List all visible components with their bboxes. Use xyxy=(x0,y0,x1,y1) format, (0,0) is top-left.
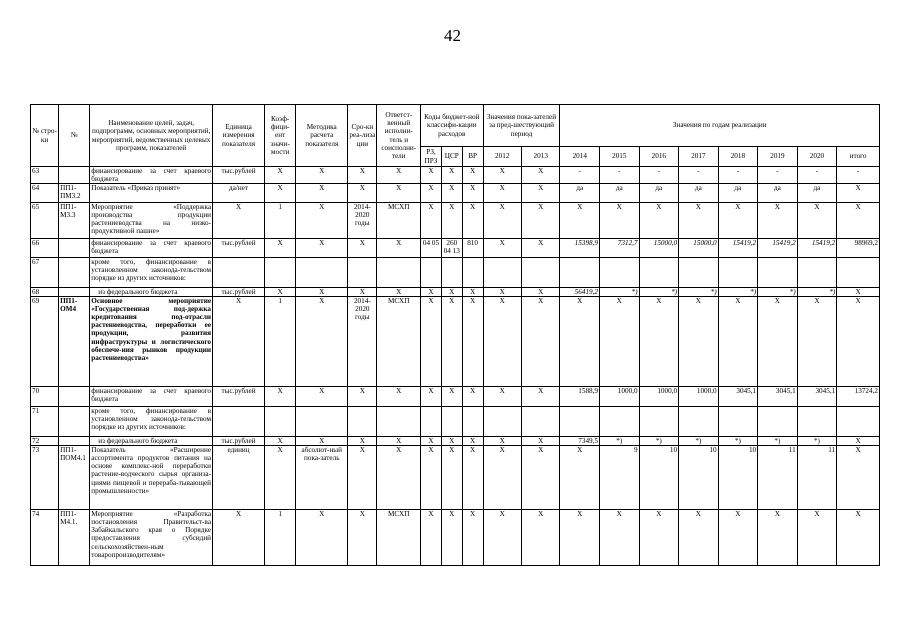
row-value-2019: *) xyxy=(758,437,798,446)
row-unit: тыс.рублей xyxy=(213,167,265,184)
row-value-2012: X xyxy=(483,297,521,387)
page-number: 42 xyxy=(444,26,461,45)
row-rz: X xyxy=(421,167,442,184)
row-value-2019 xyxy=(758,407,798,437)
row-value-2013: X xyxy=(521,510,560,566)
row-value-2018: - xyxy=(718,167,758,184)
table-row xyxy=(31,288,880,297)
header-csr: ЦСР xyxy=(441,147,462,167)
row-responsible: X xyxy=(377,167,421,184)
row-number: 68 xyxy=(31,288,59,297)
row-value-2018: X xyxy=(718,203,758,239)
row-value-2017 xyxy=(679,258,719,288)
header-year-2018: 2018 xyxy=(718,147,758,167)
row-method: X xyxy=(296,288,348,297)
row-responsible: X xyxy=(377,184,421,203)
row-value-2017: да xyxy=(679,184,719,203)
row-total: 98969,2 xyxy=(837,239,880,258)
row-value-2015: *) xyxy=(600,288,640,297)
row-value-2016: да xyxy=(639,184,679,203)
header-unit: Единица измерения показателя xyxy=(213,105,265,167)
row-value-2015 xyxy=(600,258,640,288)
row-value-2014: 1588,9 xyxy=(560,387,600,407)
row-coef: X xyxy=(265,288,296,297)
row-value-2016: *) xyxy=(639,288,679,297)
row-total: X xyxy=(837,297,880,387)
row-vr: X xyxy=(462,297,483,387)
row-value-2018: 10 xyxy=(718,446,758,510)
row-value-2014: X xyxy=(560,510,600,566)
row-term: 2014-2020 годы xyxy=(348,297,377,387)
row-csr: 260 04 13 xyxy=(441,239,462,258)
row-value-2020: X xyxy=(797,203,837,239)
header-method: Методика расчета показателя xyxy=(296,105,348,167)
row-csr: X xyxy=(441,203,462,239)
row-value-2020: 3045,1 xyxy=(797,387,837,407)
row-term: X xyxy=(348,387,377,407)
row-term: X xyxy=(348,288,377,297)
row-value-2016: - xyxy=(639,167,679,184)
row-method: X xyxy=(296,167,348,184)
row-value-2012: X xyxy=(483,184,521,203)
row-value-2019: - xyxy=(758,167,798,184)
row-value-2020 xyxy=(797,407,837,437)
indicators-table xyxy=(30,104,880,566)
row-value-2019: X xyxy=(758,203,798,239)
table-body xyxy=(31,167,880,566)
row-value-2019: X xyxy=(758,510,798,566)
row-value-2019: 11 xyxy=(758,446,798,510)
row-value-2020: 11 xyxy=(797,446,837,510)
row-value-2013: X xyxy=(521,167,560,184)
row-value-2012: X xyxy=(483,510,521,566)
row-responsible: МСХП xyxy=(377,297,421,387)
row-term xyxy=(348,407,377,437)
row-value-2015: X xyxy=(600,203,640,239)
row-responsible: МСХП xyxy=(377,203,421,239)
row-value-2017 xyxy=(679,407,719,437)
row-name: Мероприятие «Поддержка производства продукции растениеводства на низко-продуктивной пашне» xyxy=(90,203,213,239)
header-coef: Коэф-фици-ент значи-мости xyxy=(265,105,296,167)
row-number: 63 xyxy=(31,167,59,184)
row-csr xyxy=(441,407,462,437)
row-responsible: X xyxy=(377,288,421,297)
row-term: X xyxy=(348,184,377,203)
row-csr: X xyxy=(441,510,462,566)
row-value-2012: X xyxy=(483,203,521,239)
row-code xyxy=(59,288,90,297)
row-value-2012: X xyxy=(483,288,521,297)
row-name: Основное мероприятие «Государственная под-держка кредитования под-отрасли растениеводства, переработки ее продукции, развития инфраструктуры и логистического обеспече-ния рынков продукции растениеводства» xyxy=(90,297,213,387)
row-value-2019: X xyxy=(758,297,798,387)
row-value-2012: X xyxy=(483,167,521,184)
row-value-2020: да xyxy=(797,184,837,203)
row-name: Показатель «Приказ принят» xyxy=(90,184,213,203)
row-number: 70 xyxy=(31,387,59,407)
row-value-2015: - xyxy=(600,167,640,184)
row-value-2012: X xyxy=(483,437,521,446)
row-csr: X xyxy=(441,446,462,510)
row-vr xyxy=(462,407,483,437)
table-row xyxy=(31,167,880,184)
row-value-2019: да xyxy=(758,184,798,203)
row-vr: X xyxy=(462,510,483,566)
row-code: ПП1-ПМ3.2 xyxy=(59,184,90,203)
row-value-2014: 56419,2 xyxy=(560,288,600,297)
row-value-2019: *) xyxy=(758,288,798,297)
header-year-2013: 2013 xyxy=(521,147,560,167)
row-unit: единиц xyxy=(213,446,265,510)
row-value-2017: 10 xyxy=(679,446,719,510)
row-term: X xyxy=(348,446,377,510)
row-value-2019: 3045,1 xyxy=(758,387,798,407)
table-row xyxy=(31,510,880,566)
table-row xyxy=(31,203,880,239)
row-value-2015: 9 xyxy=(600,446,640,510)
row-vr: X xyxy=(462,288,483,297)
row-value-2017: - xyxy=(679,167,719,184)
row-value-2014: 7349,5 xyxy=(560,437,600,446)
row-method: X xyxy=(296,297,348,387)
row-value-2013 xyxy=(521,258,560,288)
row-method xyxy=(296,407,348,437)
row-responsible: X xyxy=(377,387,421,407)
table-row xyxy=(31,437,880,446)
header-code: № xyxy=(59,105,90,167)
row-coef: X xyxy=(265,239,296,258)
table-row xyxy=(31,387,880,407)
row-method: X xyxy=(296,387,348,407)
row-coef: 1 xyxy=(265,297,296,387)
row-number: 66 xyxy=(31,239,59,258)
row-name: Мероприятие «Разработка постановления Правительст-ва Забайкальского края о Порядке предоставления субсидий сельскохозяйствен-ным товаропроизводителям» xyxy=(90,510,213,566)
row-value-2018: да xyxy=(718,184,758,203)
row-coef: X xyxy=(265,446,296,510)
table-row xyxy=(31,258,880,288)
row-term: 2014-2020 годы xyxy=(348,203,377,239)
row-value-2016: 1000,0 xyxy=(639,387,679,407)
row-coef: X xyxy=(265,387,296,407)
table-row xyxy=(31,446,880,510)
row-csr: X xyxy=(441,288,462,297)
row-value-2020: *) xyxy=(797,288,837,297)
row-rz: X xyxy=(421,387,442,407)
row-coef xyxy=(265,258,296,288)
table-row xyxy=(31,297,880,387)
row-value-2013: X xyxy=(521,288,560,297)
row-value-2016: X xyxy=(639,510,679,566)
row-csr xyxy=(441,258,462,288)
row-number: 65 xyxy=(31,203,59,239)
row-total: X xyxy=(837,184,880,203)
header-year-2014: 2014 xyxy=(560,147,600,167)
row-value-2015: X xyxy=(600,510,640,566)
row-total: 13724,2 xyxy=(837,387,880,407)
row-csr: X xyxy=(441,167,462,184)
row-value-2016: *) xyxy=(639,437,679,446)
row-vr xyxy=(462,258,483,288)
row-value-2020: *) xyxy=(797,437,837,446)
row-value-2012: X xyxy=(483,387,521,407)
row-method: абсолют-ный пока-затель xyxy=(296,446,348,510)
row-name: из федерального бюджета xyxy=(90,288,213,297)
row-coef: X xyxy=(265,437,296,446)
row-value-2017: *) xyxy=(679,288,719,297)
row-value-2016: 15000,0 xyxy=(639,239,679,258)
header-year-2015: 2015 xyxy=(600,147,640,167)
table-row xyxy=(31,184,880,203)
row-value-2014: X xyxy=(560,203,600,239)
row-value-2014: 15398,9 xyxy=(560,239,600,258)
row-value-2017: *) xyxy=(679,437,719,446)
row-name: кроме того, финансирование в установленном законода-тельством порядке из других источников: xyxy=(90,258,213,288)
row-value-2018: 3045,1 xyxy=(718,387,758,407)
row-code xyxy=(59,167,90,184)
row-number: 74 xyxy=(31,510,59,566)
row-total: X xyxy=(837,510,880,566)
table-row xyxy=(31,239,880,258)
row-name: из федерального бюджета xyxy=(90,437,213,446)
row-value-2018: *) xyxy=(718,288,758,297)
row-rz: X xyxy=(421,184,442,203)
header-name: Наименование целей, задач, подпрограмм, основных мероприятий, мероприятий, ведомственных целевых программ, показателей xyxy=(90,105,213,167)
row-code: ПП1-ОМ4 xyxy=(59,297,90,387)
row-method: X xyxy=(296,239,348,258)
row-value-2013: X xyxy=(521,437,560,446)
row-code xyxy=(59,437,90,446)
row-value-2014: да xyxy=(560,184,600,203)
row-rz: X xyxy=(421,288,442,297)
row-coef: X xyxy=(265,167,296,184)
header-prior-period: Значения пока-зателей за пред-шествующий период xyxy=(483,105,560,147)
row-value-2018 xyxy=(718,258,758,288)
row-code xyxy=(59,407,90,437)
row-coef: 1 xyxy=(265,510,296,566)
table-row xyxy=(31,407,880,437)
row-value-2017: 1000,0 xyxy=(679,387,719,407)
row-unit: тыс.рублей xyxy=(213,437,265,446)
row-term xyxy=(348,258,377,288)
row-term: X xyxy=(348,167,377,184)
header-vr: ВР xyxy=(462,147,483,167)
row-value-2015: *) xyxy=(600,437,640,446)
header-rz: РЗ, ПРЗ xyxy=(421,147,442,167)
row-name: Показатель «Расширение ассортимента продуктов питания на основе комплекс-ной переработки растение-водческого сырья организа-циями пищевой и перераба-тывающей промышленности» xyxy=(90,446,213,510)
row-unit: тыс.рублей xyxy=(213,239,265,258)
row-value-2017: X xyxy=(679,203,719,239)
row-code xyxy=(59,239,90,258)
row-name: финансирование за счет краевого бюджета xyxy=(90,387,213,407)
row-number: 69 xyxy=(31,297,59,387)
row-value-2019: 15419,2 xyxy=(758,239,798,258)
row-code xyxy=(59,387,90,407)
row-coef: X xyxy=(265,184,296,203)
row-value-2012: X xyxy=(483,446,521,510)
row-responsible: X xyxy=(377,239,421,258)
row-responsible xyxy=(377,407,421,437)
row-value-2013: X xyxy=(521,446,560,510)
row-code xyxy=(59,258,90,288)
row-value-2013: X xyxy=(521,239,560,258)
row-value-2013: X xyxy=(521,203,560,239)
row-value-2013: X xyxy=(521,184,560,203)
row-vr: X xyxy=(462,387,483,407)
header-terms: Сро-ки реа-лиза ции xyxy=(348,105,377,167)
row-term: X xyxy=(348,239,377,258)
row-total: - xyxy=(837,167,880,184)
row-unit xyxy=(213,258,265,288)
row-value-2019 xyxy=(758,258,798,288)
row-rz: X xyxy=(421,297,442,387)
header-year-2016: 2016 xyxy=(639,147,679,167)
row-value-2020: 15419,2 xyxy=(797,239,837,258)
row-name: финансирование за счет краевого бюджета xyxy=(91,167,212,184)
row-total: X xyxy=(837,446,880,510)
row-value-2018: 15419,2 xyxy=(718,239,758,258)
row-csr: X xyxy=(441,387,462,407)
row-value-2015: да xyxy=(600,184,640,203)
row-unit: X xyxy=(213,203,265,239)
row-code: ПП1-М3.3 xyxy=(59,203,90,239)
row-rz: X xyxy=(421,510,442,566)
row-vr: 810 xyxy=(462,239,483,258)
row-method: X xyxy=(296,437,348,446)
header-row-no: № стро-ки xyxy=(31,105,59,167)
row-unit: X xyxy=(213,510,265,566)
row-total xyxy=(837,258,880,288)
header-years-group: Значения по годам реализации xyxy=(560,105,880,147)
row-name: финансирование за счет краевого бюджета xyxy=(90,239,213,258)
row-value-2017: X xyxy=(679,297,719,387)
row-responsible: X xyxy=(377,437,421,446)
row-value-2013: X xyxy=(521,297,560,387)
row-value-2014: X xyxy=(560,297,600,387)
row-unit: тыс.рублей xyxy=(213,387,265,407)
row-value-2016: 10 xyxy=(639,446,679,510)
row-vr: X xyxy=(462,446,483,510)
row-number: 64 xyxy=(31,184,59,203)
header-budget-codes: Коды бюджет-ной классифи-кации расходов xyxy=(421,105,483,147)
row-code: ПП1-ПОМ4.1 xyxy=(59,446,90,510)
row-unit xyxy=(213,407,265,437)
row-rz xyxy=(421,407,442,437)
row-total xyxy=(837,407,880,437)
row-rz: X xyxy=(421,437,442,446)
row-value-2012 xyxy=(483,407,521,437)
row-value-2016: X xyxy=(639,297,679,387)
row-method xyxy=(296,258,348,288)
row-total: X xyxy=(837,437,880,446)
row-value-2012 xyxy=(483,258,521,288)
row-total: X xyxy=(837,203,880,239)
header-year-2020: 2020 xyxy=(797,147,837,167)
row-value-2018 xyxy=(718,407,758,437)
row-value-2018: X xyxy=(718,297,758,387)
row-value-2016 xyxy=(639,407,679,437)
row-method: X xyxy=(296,203,348,239)
row-coef: 1 xyxy=(265,203,296,239)
row-value-2015: 7312,7 xyxy=(600,239,640,258)
row-value-2014 xyxy=(560,407,600,437)
row-number: 73 xyxy=(31,446,59,510)
header-total: итого xyxy=(837,147,880,167)
row-total: X xyxy=(837,288,880,297)
row-value-2017: 15000,0 xyxy=(679,239,719,258)
row-coef xyxy=(265,407,296,437)
row-csr: X xyxy=(441,437,462,446)
row-value-2020 xyxy=(797,258,837,288)
row-vr: X xyxy=(462,203,483,239)
row-name: кроме того, финансирование в установленном законода-тельством порядке из других источников: xyxy=(90,407,213,437)
row-vr: X xyxy=(462,184,483,203)
row-number: 71 xyxy=(31,407,59,437)
header-responsible: Ответст-венный исполни-тель и соисполни-тели xyxy=(377,105,421,167)
row-method: X xyxy=(296,184,348,203)
row-unit: X xyxy=(213,297,265,387)
row-value-2020: X xyxy=(797,297,837,387)
row-rz: X xyxy=(421,203,442,239)
header-year-2017: 2017 xyxy=(679,147,719,167)
row-term: X xyxy=(348,437,377,446)
row-value-2014: - xyxy=(560,167,600,184)
row-value-2014 xyxy=(560,258,600,288)
row-value-2015 xyxy=(600,407,640,437)
row-value-2018: X xyxy=(718,510,758,566)
row-vr: X xyxy=(462,437,483,446)
row-value-2020: X xyxy=(797,510,837,566)
row-responsible xyxy=(377,258,421,288)
row-term: X xyxy=(348,510,377,566)
row-method: X xyxy=(296,510,348,566)
row-unit: тыс.рублей xyxy=(213,288,265,297)
row-rz: 04 05 xyxy=(421,239,442,258)
row-value-2016: X xyxy=(639,203,679,239)
row-value-2012: X xyxy=(483,239,521,258)
row-value-2013 xyxy=(521,407,560,437)
row-number: 67 xyxy=(31,258,59,288)
row-unit: да/нет xyxy=(213,184,265,203)
row-value-2016 xyxy=(639,258,679,288)
row-value-2014: X xyxy=(560,446,600,510)
row-code: ПП1-М4.1. xyxy=(59,510,90,566)
row-rz xyxy=(421,258,442,288)
row-csr: X xyxy=(441,184,462,203)
row-rz: X xyxy=(421,446,442,510)
row-value-2013: X xyxy=(521,387,560,407)
row-value-2020: - xyxy=(797,167,837,184)
row-number: 72 xyxy=(31,437,59,446)
row-responsible: МСХП xyxy=(377,510,421,566)
header-year-2019: 2019 xyxy=(758,147,798,167)
row-value-2015: 1000,0 xyxy=(600,387,640,407)
row-value-2015: X xyxy=(600,297,640,387)
row-value-2018: *) xyxy=(718,437,758,446)
row-value-2017: X xyxy=(679,510,719,566)
row-vr: X xyxy=(462,167,483,184)
header-year-2012: 2012 xyxy=(483,147,521,167)
row-responsible: X xyxy=(377,446,421,510)
row-csr: X xyxy=(441,297,462,387)
